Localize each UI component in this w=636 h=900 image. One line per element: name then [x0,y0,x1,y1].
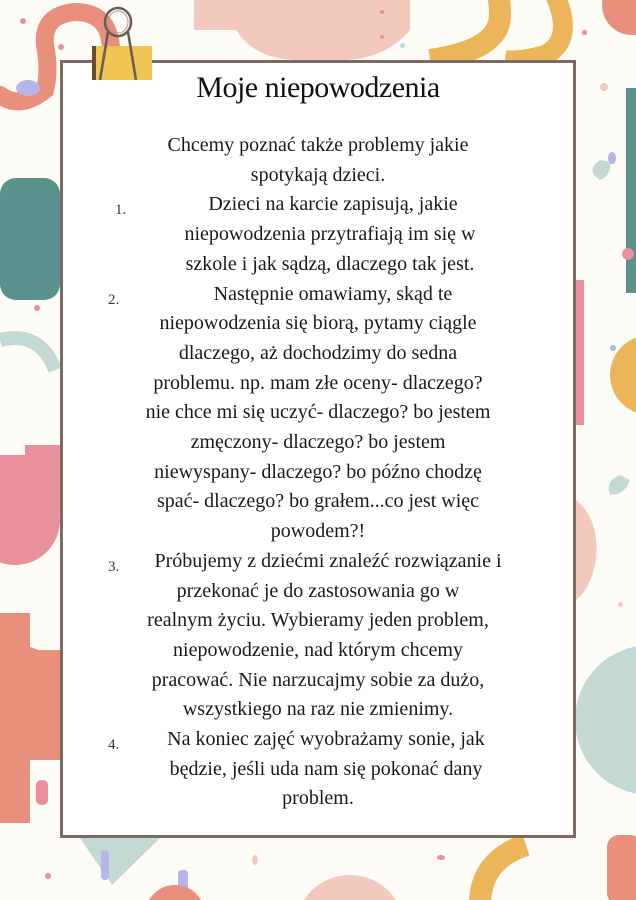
list-item-line: niepowodzenia przytrafiają im się w [184,223,476,246]
confetti-dot [58,44,64,50]
confetti-dot [437,855,445,860]
content-card [60,60,576,838]
list-number: 2. [108,291,120,308]
list-item-line: problem. [282,787,354,810]
list-number: 1. [115,202,127,219]
list-item-line: spać- dlaczego? bo grałem...co jest więc [156,490,480,513]
list-item-line: wszystkiego na raz nie zmienimy. [182,698,454,721]
list-item-1 [63,190,573,279]
confetti-dot [34,305,40,311]
list-item-line: szkole i jak sądzą, dlaczego tak jest. [185,252,475,275]
list-item-line: Próbujemy z dziećmi znaleźć rozwiązanie i [154,549,502,572]
list-item-line: realnym życiu. Wybieramy jeden problem, [147,609,489,632]
confetti-dot [20,18,26,24]
list-item-4 [63,725,573,814]
intro-line: spotykają dzieci. [250,163,386,186]
list-item-line: niepowodzenia się biorą, pytamy ciągle [159,312,477,335]
list-item-line: przekonać je do zastosowania go w [176,579,460,602]
confetti-dot [380,10,384,14]
list-item-line: problemu. np. mam złe oceny- dlaczego? [153,371,483,394]
list-number: 3. [108,558,120,575]
confetti-dot [622,248,634,260]
list-item-2 [63,280,573,547]
list-item-line: będzie, jeśli uda nam się pokonać dany [169,757,483,780]
list-item-line: niepowodzenie, nad którym chcemy [173,638,463,661]
list-item-line: Dzieci na karcie zapisują, jakie [208,193,458,216]
confetti-dot [380,35,384,39]
list-item-line: niewyspany- dlaczego? bo późno chodzę [154,460,482,483]
intro-line: Chcemy poznać także problemy jakie [167,134,469,156]
list-item-line: Następnie omawiamy, skąd te [213,282,453,305]
confetti-dot [610,345,616,351]
list-item-line: pracować. Nie narzucajmy sobie za dużo, [151,668,485,691]
list-item-line: Na koniec zajęć wyobrażamy sonie, jak [167,728,485,751]
list-number: 4. [108,737,120,754]
list-item-line: powodem?! [270,520,366,543]
confetti-dot [582,30,587,35]
list-item-3 [63,547,573,725]
list-item-line: dlaczego, aż dochodzimy do sedna [178,341,458,364]
confetti-dot [618,602,623,607]
confetti-dot [45,873,51,879]
confetti-dot [252,855,258,865]
list-item-line: zmęczony- dlaczego? bo jestem [190,431,446,454]
confetti-dot [400,43,405,48]
list-item-line: nie chce mi się uczyć- dlaczego? bo jestem [145,401,491,424]
binder-clip-icon [90,0,156,82]
document-body [63,131,573,814]
page-title: Moje niepowodzenia [196,71,440,104]
confetti-dot [600,83,608,91]
